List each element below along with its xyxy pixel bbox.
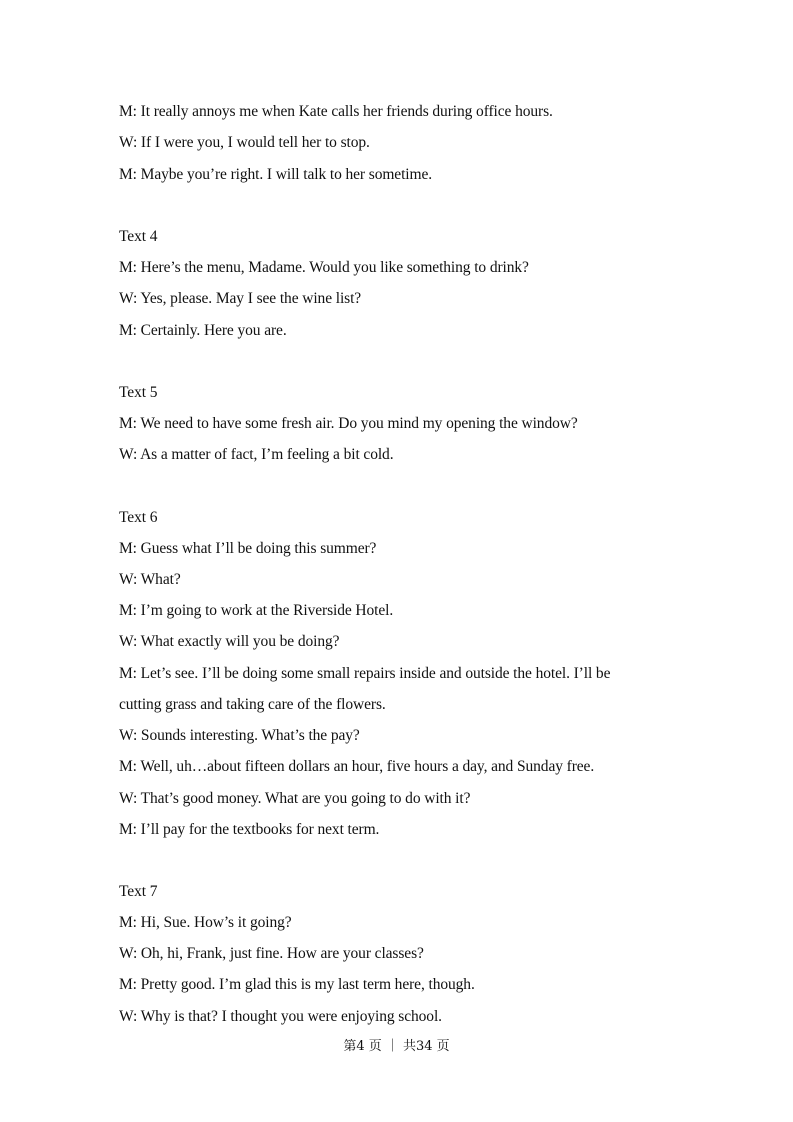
- dialogue-line: W: Sounds interesting. What’s the pay?: [119, 727, 360, 744]
- dialogue-line: M: Guess what I’ll be doing this summer?: [119, 540, 377, 557]
- dialogue-line: W: Oh, hi, Frank, just fine. How are your classes?: [119, 945, 424, 962]
- dialogue-line: M: We need to have some fresh air. Do you mind my opening the window?: [119, 415, 578, 432]
- dialogue-line: W: What?: [119, 571, 181, 588]
- dialogue-line: W: Why is that? I thought you were enjoying school.: [119, 1008, 442, 1025]
- section-heading: Text 4: [119, 228, 158, 245]
- dialogue-line: M: I’m going to work at the Riverside Hotel.: [119, 602, 394, 619]
- dialogue-line: M: It really annoys me when Kate calls her friends during office hours.: [119, 103, 553, 120]
- dialogue-line: M: Certainly. Here you are.: [119, 322, 287, 339]
- dialogue-line: cutting grass and taking care of the flowers.: [119, 696, 386, 713]
- dialogue-line: W: As a matter of fact, I’m feeling a bit cold.: [119, 446, 394, 463]
- dialogue-line: M: Well, uh…about fifteen dollars an hour, five hours a day, and Sunday free.: [119, 758, 595, 775]
- section-heading: Text 6: [119, 509, 158, 526]
- section-heading: Text 7: [119, 883, 158, 900]
- dialogue-line: M: Pretty good. I’m glad this is my last term here, though.: [119, 976, 475, 993]
- dialogue-line: M: Let’s see. I’ll be doing some small repairs inside and outside the hotel. I’ll be: [119, 665, 611, 682]
- dialogue-line: M: Here’s the menu, Madame. Would you like something to drink?: [119, 259, 529, 276]
- dialogue-line: W: That’s good money. What are you going to do with it?: [119, 790, 471, 807]
- dialogue-line: M: Maybe you’re right. I will talk to her sometime.: [119, 166, 433, 183]
- dialogue-line: W: If I were you, I would tell her to stop.: [119, 134, 370, 151]
- page-footer: 第4 页 ｜ 共34 页: [343, 1039, 450, 1054]
- dialogue-line: M: Hi, Sue. How’s it going?: [119, 914, 292, 931]
- section-heading: Text 5: [119, 384, 158, 401]
- dialogue-line: W: What exactly will you be doing?: [119, 633, 340, 650]
- dialogue-line: M: I’ll pay for the textbooks for next term.: [119, 821, 380, 838]
- dialogue-line: W: Yes, please. May I see the wine list?: [119, 290, 362, 307]
